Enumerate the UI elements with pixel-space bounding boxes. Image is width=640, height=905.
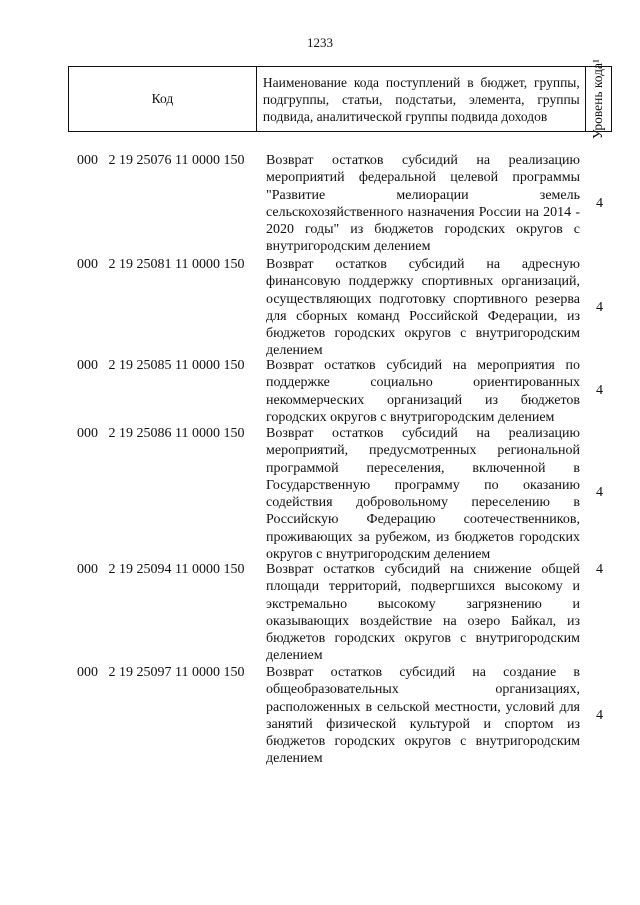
revenue-code: 2 19 25081 11 0000 150 [108,257,245,272]
row-name: Возврат остатков субсидий на адресную финансовую поддержку спортивных организаций, осуществляющих подготовку спортивного резерва для сборных команд Российской Федерации, из бюджетов городских округов с внутригородским делением [266,257,580,359]
row-code [77,357,244,374]
admin-code: 000 [77,562,98,577]
table-row [0,664,640,768]
row-level: 4 [596,300,603,315]
table-row [0,357,640,425]
row-code [77,152,244,169]
row-name: Возврат остатков субсидий на создание в общеобразовательных организациях, расположенных в сельской местности, условий для занятий физической культурой и спортом из бюджетов городских округов с внутригородским делением [266,665,580,767]
table-row [0,561,640,664]
row-name: Возврат остатков субсидий на снижение общей площади территорий, подвергшихся высокому и экстремально высокому загрязнению и оказывающих воздействие на озеро Байкал, из бюджетов городских округов с внутригородским делением [266,562,580,664]
row-code [77,664,244,681]
row-name: Возврат остатков субсидий на мероприятия по поддержке социально ориентированных некоммерческих организаций из бюджетов городских округов с внутригородским делением [266,358,580,425]
revenue-code: 2 19 25076 11 0000 150 [108,153,245,168]
revenue-code: 2 19 25097 11 0000 150 [108,665,245,680]
row-code [77,561,244,578]
table-row [0,256,640,357]
page-number: 1233 [307,35,333,50]
table-row [0,152,640,256]
row-level: 4 [596,196,603,211]
table-row [0,425,640,561]
admin-code: 000 [77,665,98,680]
code-list [0,152,640,768]
row-code [77,425,244,442]
revenue-code: 2 19 25085 11 0000 150 [108,358,245,373]
row-name: Возврат остатков субсидий на реализацию мероприятий, предусмотренных региональной программой переселения, включенной в Государственную программу по оказанию содействия добровольному переселению в Российскую Федерацию соотечественников, проживающих за рубежом, из бюджетов городских округов с внутригородским делением [266,426,580,563]
admin-code: 000 [77,426,98,441]
revenue-code: 2 19 25094 11 0000 150 [108,562,245,577]
admin-code: 000 [77,153,98,168]
admin-code: 000 [77,257,98,272]
row-level: 4 [596,708,603,723]
row-level: 4 [596,383,603,398]
header-level: Уровень кода¹ [590,58,606,140]
header-name: Наименование кода поступлений в бюджет, группы, подгруппы, статьи, подстатьи, элемента, группы подвида, аналитической группы подвида доходов [256,67,585,132]
header-code: Код [69,67,257,132]
row-code [77,256,244,273]
table-header [68,58,612,140]
row-level: 4 [596,485,603,500]
admin-code: 000 [77,358,98,373]
row-level: 4 [596,562,603,577]
header-level-cell [585,58,611,140]
row-name: Возврат остатков субсидий на реализацию мероприятий федеральной целевой программы "Развитие мелиорации земель сельскохозяйственного назначения России на 2014 - 2020 годы" из бюджетов городских округов с внутригородским делением [266,153,580,255]
revenue-code: 2 19 25086 11 0000 150 [108,426,245,441]
